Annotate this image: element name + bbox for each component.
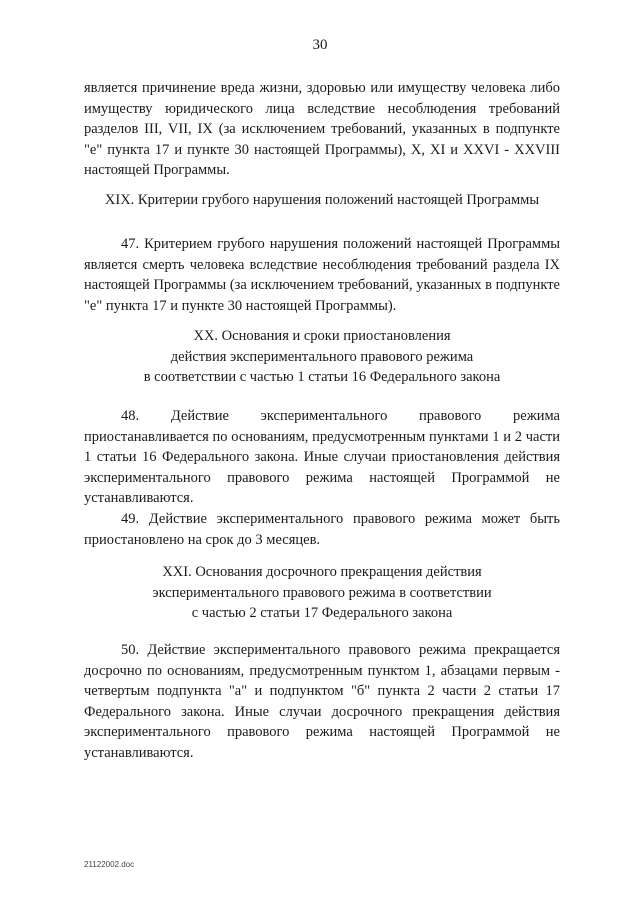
section-20-heading-line-3: в соответствии с частью 1 статьи 16 Федерального закона bbox=[143, 369, 501, 386]
section-21-heading-line-2: экспериментального правового режима в соответствии bbox=[152, 584, 492, 601]
section-20-heading bbox=[84, 326, 560, 388]
section-20-body bbox=[84, 406, 560, 550]
intro-paragraph-block bbox=[84, 78, 560, 181]
paragraph-49: 49. Действие экспериментального правового режима может быть приостановлено на срок до 3 месяцев. bbox=[84, 510, 560, 548]
footer-document-code: 21122002.doc bbox=[84, 860, 135, 869]
section-19-body bbox=[84, 234, 560, 316]
section-20-heading-line-1: XX. Основания и сроки приостановления bbox=[193, 328, 451, 344]
section-21-heading-line-3: с частью 2 статьи 17 Федерального закона bbox=[191, 605, 453, 622]
section-19-heading-block bbox=[84, 190, 560, 211]
paragraph-47: 47. Критерием грубого нарушения положений настоящей Программы является смерть человека вследствие несоблюдения требований раздела IX настоящей Программы (за исключением требований, указанных в подпункте "е" пункта 17 и пункте 30 настоящей Программы). bbox=[84, 236, 560, 314]
intro-paragraph: является причинение вреда жизни, здоровью или имуществу человека либо имуществу юридического лица вследствие несоблюдения требований разделов III, VII, IX (за исключением требований, указанных в подпункте "е" пункта 17 и пункте 30 настоящей Программы), X, XI и XXVI - XXVIII настоящей Программы. bbox=[84, 80, 560, 179]
section-21-heading bbox=[84, 562, 560, 624]
section-19-heading: XIX. Критерии грубого нарушения положений настоящей Программы bbox=[104, 192, 540, 208]
paragraph-48: 48. Действие экспериментального правового режима приостанавливается по основаниям, предусмотренным пунктами 1 и 2 части 1 статьи 16 Федерального закона. Иные случаи приостановления действия экспериментального правового режима настоящей Программой не устанавливаются. bbox=[84, 408, 560, 507]
section-21-heading-line-1: XXI. Основания досрочного прекращения действия bbox=[162, 564, 482, 580]
section-21-body bbox=[84, 640, 560, 764]
page-number: 30 bbox=[312, 37, 328, 53]
paragraph-50: 50. Действие экспериментального правового режима прекращается досрочно по основаниям, предусмотренным пунктом 1, абзацами первым - четвертым подпункта "а" и подпунктом "б" пункта 2 части 2 статьи 17 Федерального закона. Иные случаи досрочного прекращения действия экспериментального правового режима настоящей Программой не устанавливаются. bbox=[84, 642, 560, 761]
section-20-heading-line-2: действия экспериментального правового режима bbox=[170, 348, 474, 365]
